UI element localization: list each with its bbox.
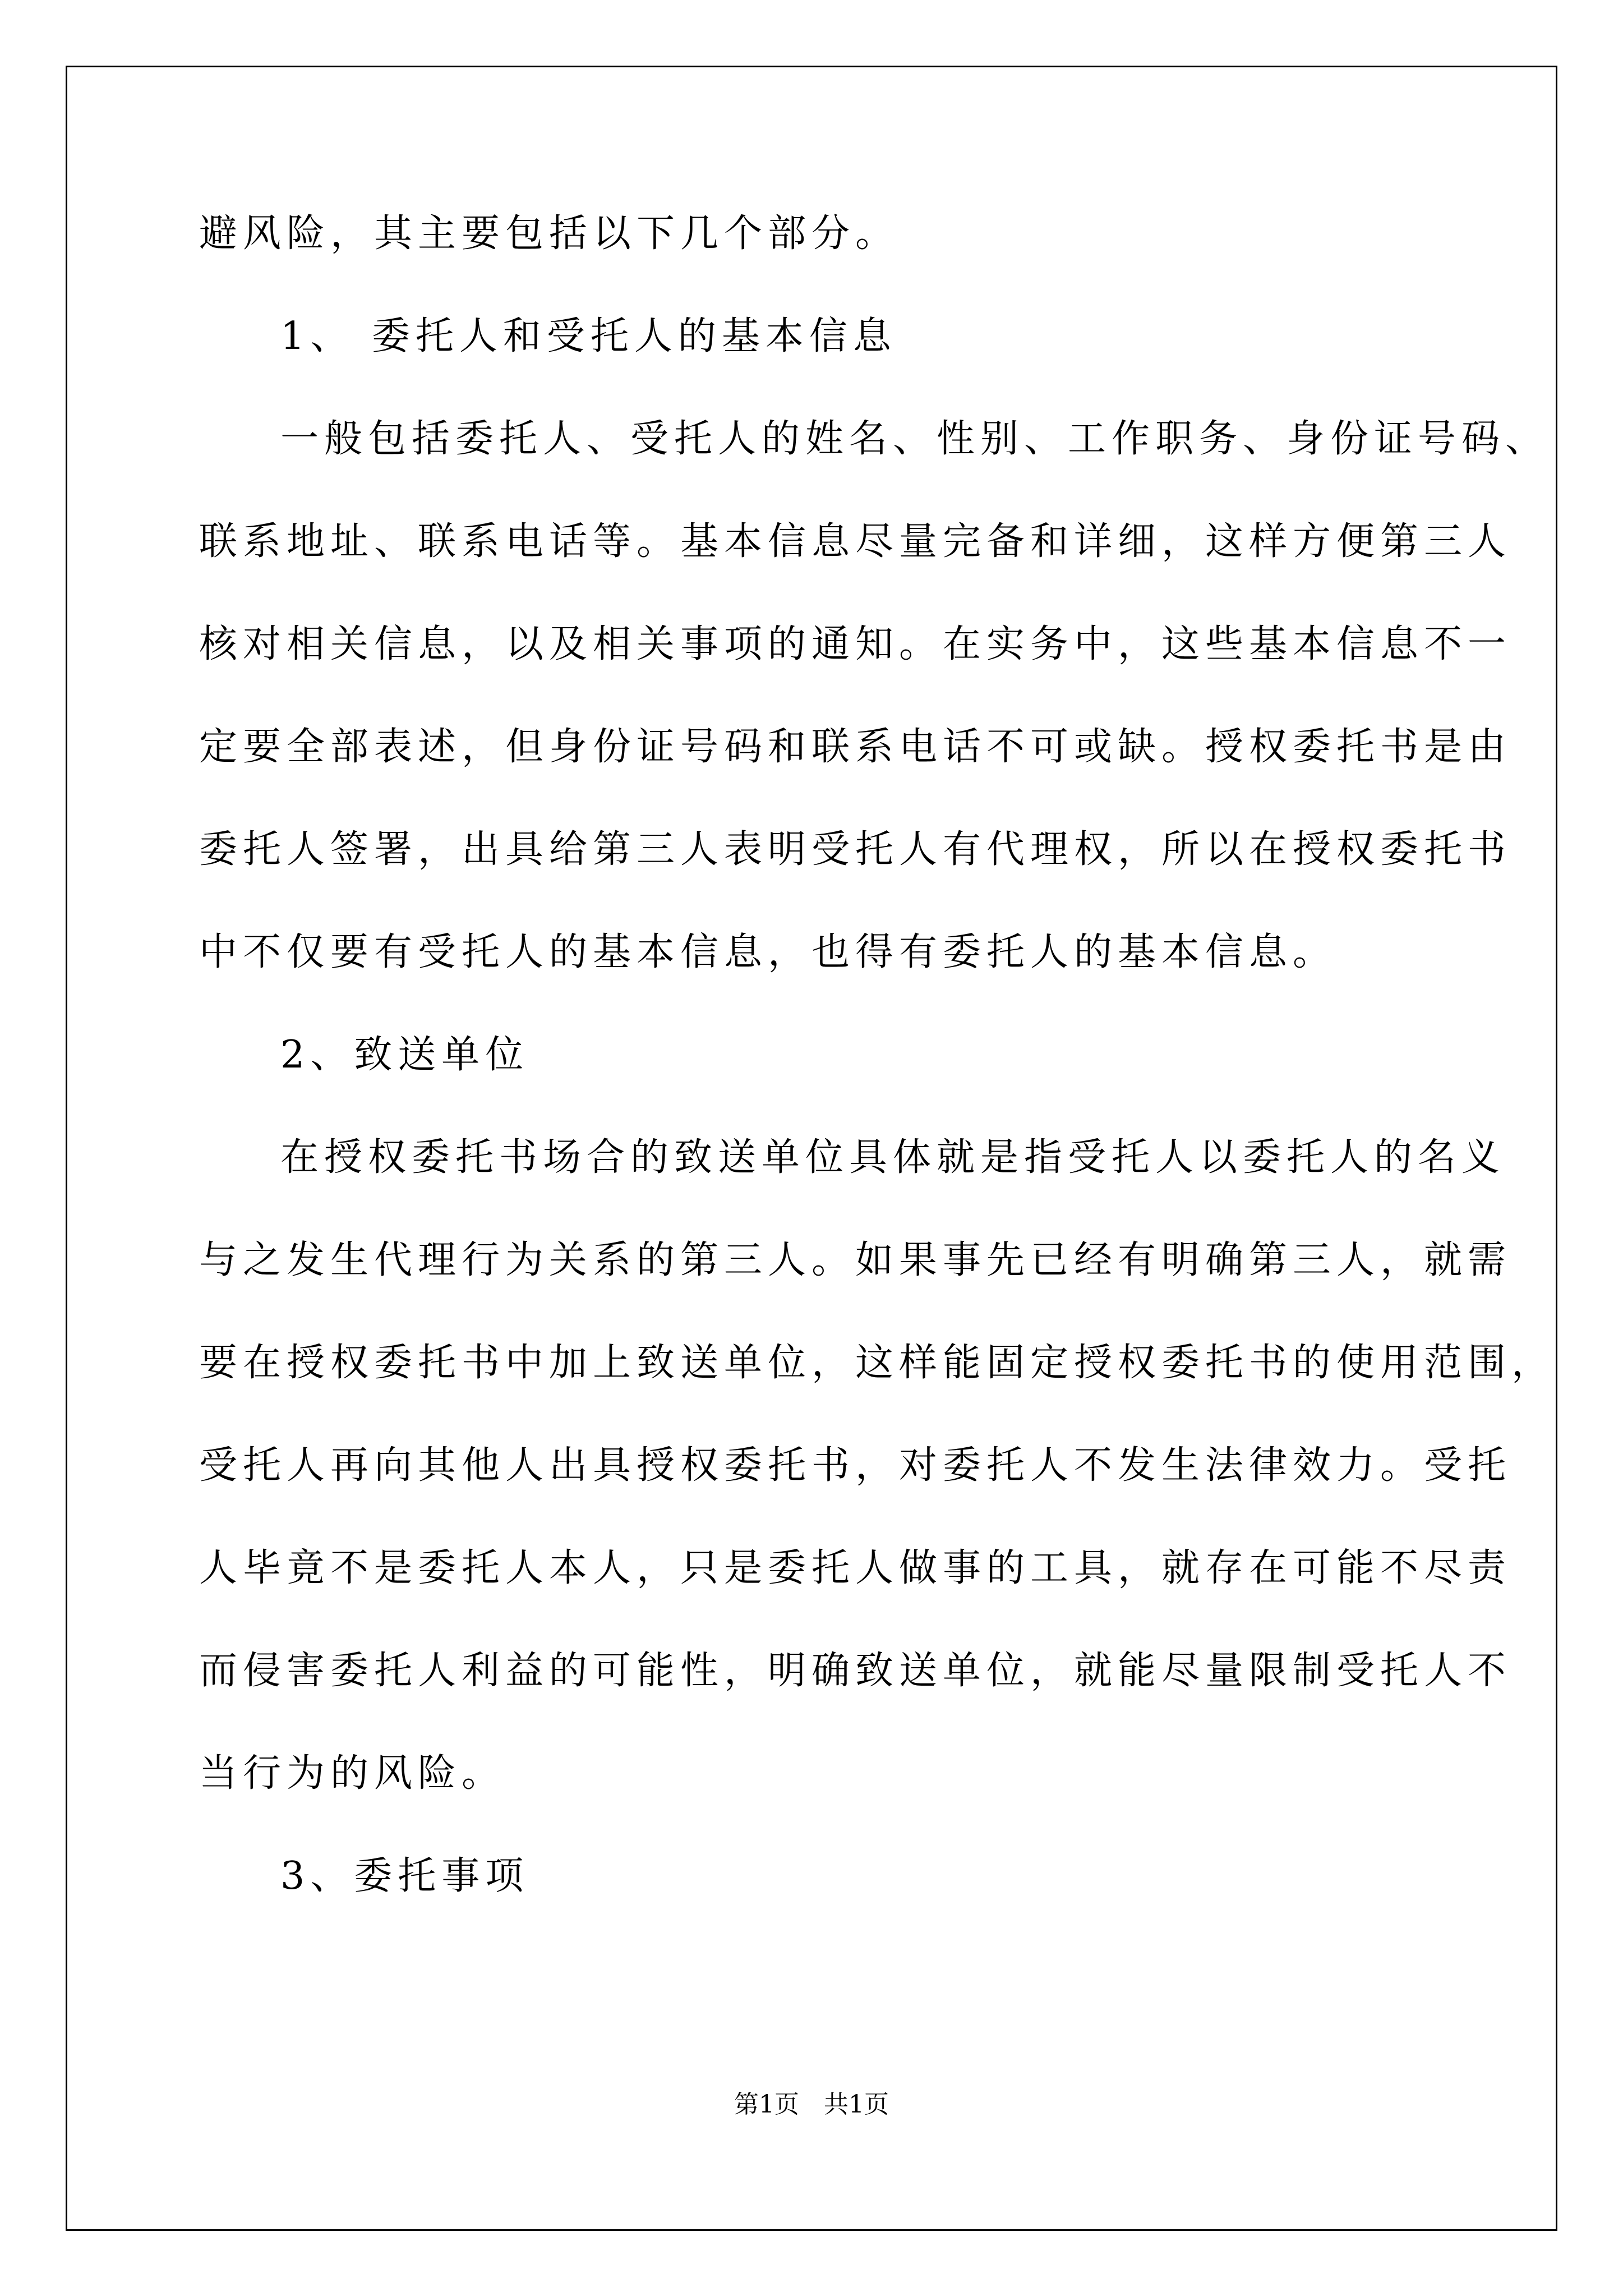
page-footer: 第1页 共1页: [734, 2090, 889, 2119]
paragraph-line: 而侵害委托人利益的可能性，明确致送单位，就能尽量限制受托人不: [199, 1649, 1512, 1693]
paragraph-line: 与之发生代理行为关系的第三人。如果事先已经有明确第三人，就需: [199, 1238, 1512, 1282]
paragraph-line: 委托人签署，出具给第三人表明受托人有代理权，所以在授权委托书: [199, 827, 1512, 872]
paragraph-line: 定要全部表述，但身份证号码和联系电话不可或缺。授权委托书是由: [199, 725, 1512, 769]
section-heading: 3、委托事项: [280, 1854, 529, 1898]
document-body: [199, 209, 1556, 1954]
paragraph-line: 中不仅要有受托人的基本信息，也得有委托人的基本信息。: [199, 930, 1337, 974]
paragraph-line: 受托人再向其他人出具授权委托书，对委托人不发生法律效力。受托: [199, 1443, 1512, 1488]
paragraph-line: 联系地址、联系电话等。基本信息尽量完备和详细，这样方便第三人: [199, 519, 1512, 564]
section-heading: 2、致送单位: [280, 1033, 529, 1077]
paragraph-line: 避风险，其主要包括以下几个部分。: [199, 211, 900, 256]
paragraph-line: 在授权委托书场合的致送单位具体就是指受托人以委托人的名义: [280, 1135, 1506, 1180]
section-heading: 1、 委托人和受托人的基本信息: [280, 314, 897, 358]
paragraph-line: 要在授权委托书中加上致送单位，这样能固定授权委托书的使用范围，: [199, 1341, 1556, 1385]
paragraph-line: 当行为的风险。: [199, 1751, 506, 1796]
paragraph-line: 核对相关信息，以及相关事项的通知。在实务中，这些基本信息不一: [199, 622, 1512, 666]
paragraph-line: 一般包括委托人、受托人的姓名、性别、工作职务、身份证号码、: [280, 417, 1550, 461]
paragraph-line: 人毕竟不是委托人本人，只是委托人做事的工具，就存在可能不尽责: [199, 1546, 1512, 1590]
